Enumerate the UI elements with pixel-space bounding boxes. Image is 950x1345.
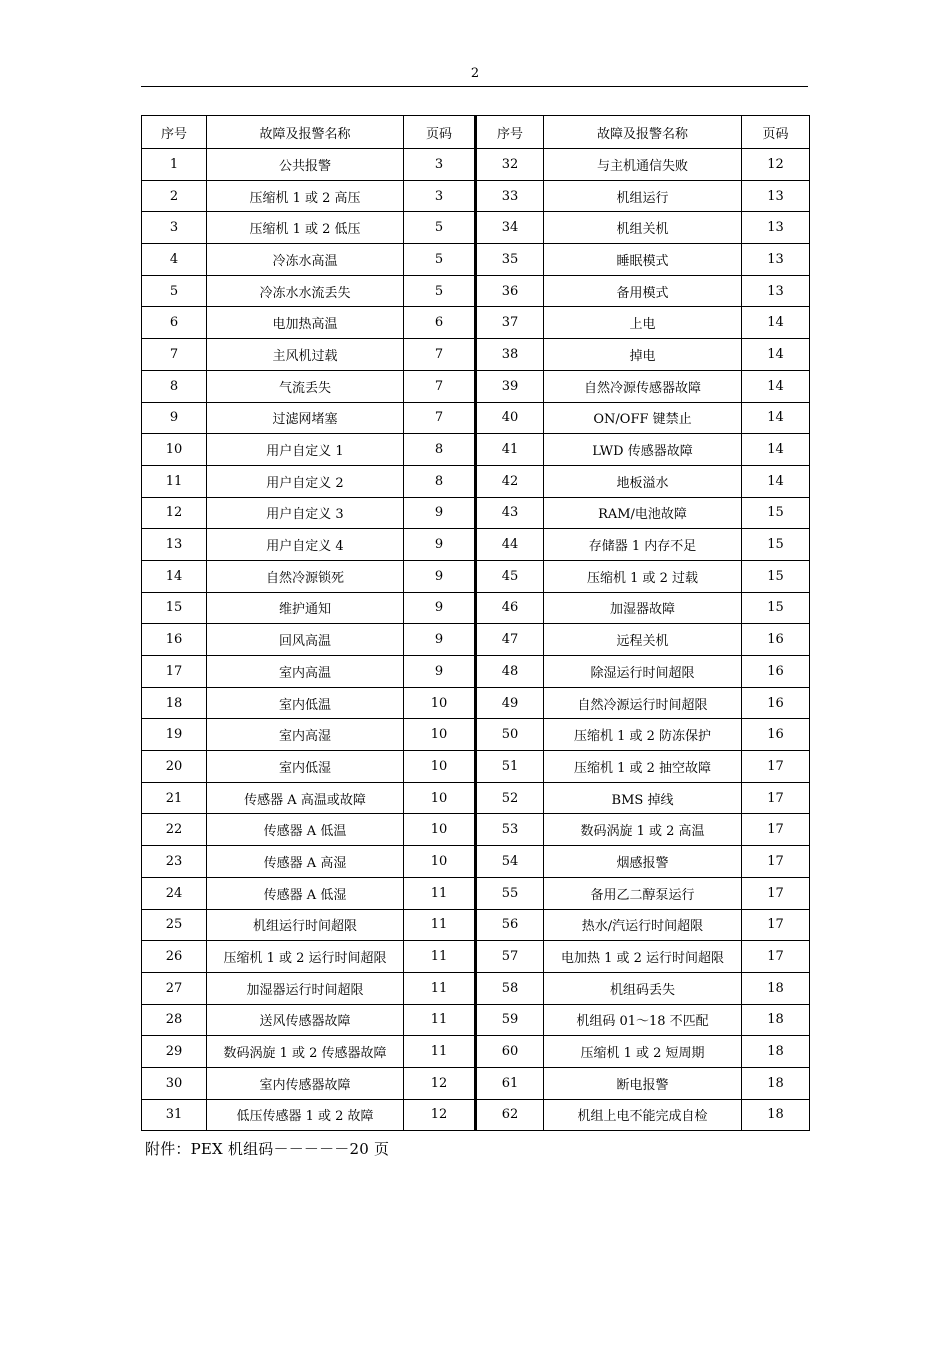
cell-seq: 32 xyxy=(476,149,544,181)
cell-name: ON/OFF 键禁止 xyxy=(544,402,742,434)
cell-page: 8 xyxy=(404,465,476,497)
cell-seq: 12 xyxy=(142,497,207,529)
cell-page: 11 xyxy=(404,1004,476,1036)
table-row xyxy=(142,275,810,307)
alarm-index-table xyxy=(141,115,810,1131)
cell-name: 压缩机 1 或 2 防冻保护 xyxy=(544,719,742,751)
cell-page: 17 xyxy=(742,782,810,814)
cell-seq: 52 xyxy=(476,782,544,814)
cell-name: 加湿器运行时间超限 xyxy=(207,972,404,1004)
cell-name: LWD 传感器故障 xyxy=(544,434,742,466)
cell-page: 10 xyxy=(404,687,476,719)
header-rule xyxy=(141,86,808,87)
cell-name: 用户自定义 2 xyxy=(207,465,404,497)
cell-page: 18 xyxy=(742,1036,810,1068)
cell-name: 电加热 1 或 2 运行时间超限 xyxy=(544,941,742,973)
cell-page: 13 xyxy=(742,180,810,212)
cell-seq: 9 xyxy=(142,402,207,434)
cell-seq: 56 xyxy=(476,909,544,941)
cell-seq: 54 xyxy=(476,846,544,878)
cell-seq: 34 xyxy=(476,212,544,244)
cell-name: 主风机过载 xyxy=(207,339,404,371)
cell-name: 机组运行 xyxy=(544,180,742,212)
cell-name: 低压传感器 1 或 2 故障 xyxy=(207,1099,404,1131)
table-row xyxy=(142,719,810,751)
cell-page: 14 xyxy=(742,370,810,402)
cell-seq: 30 xyxy=(142,1067,207,1099)
cell-name: 冷冻水高温 xyxy=(207,244,404,276)
cell-name: 数码涡旋 1 或 2 传感器故障 xyxy=(207,1036,404,1068)
cell-seq: 42 xyxy=(476,465,544,497)
cell-seq: 4 xyxy=(142,244,207,276)
cell-name: 睡眠模式 xyxy=(544,244,742,276)
table-row xyxy=(142,212,810,244)
cell-page: 10 xyxy=(404,719,476,751)
cell-name: 回风高温 xyxy=(207,624,404,656)
cell-name: RAM/电池故障 xyxy=(544,497,742,529)
cell-page: 11 xyxy=(404,972,476,1004)
cell-name: 断电报警 xyxy=(544,1067,742,1099)
cell-page: 16 xyxy=(742,656,810,688)
cell-seq: 19 xyxy=(142,719,207,751)
table-row xyxy=(142,465,810,497)
table-row xyxy=(142,1004,810,1036)
cell-page: 10 xyxy=(404,751,476,783)
cell-page: 13 xyxy=(742,244,810,276)
cell-seq: 47 xyxy=(476,624,544,656)
cell-seq: 8 xyxy=(142,370,207,402)
cell-seq: 5 xyxy=(142,275,207,307)
table-row xyxy=(142,751,810,783)
column-header-seq: 序号 xyxy=(142,116,207,149)
column-header-name: 故障及报警名称 xyxy=(207,116,404,149)
cell-page: 5 xyxy=(404,275,476,307)
cell-seq: 1 xyxy=(142,149,207,181)
cell-page: 11 xyxy=(404,1036,476,1068)
table-row xyxy=(142,497,810,529)
cell-seq: 55 xyxy=(476,877,544,909)
cell-page: 6 xyxy=(404,307,476,339)
cell-seq: 22 xyxy=(142,814,207,846)
cell-name: 公共报警 xyxy=(207,149,404,181)
cell-name: 机组关机 xyxy=(544,212,742,244)
cell-name: 气流丢失 xyxy=(207,370,404,402)
table-row xyxy=(142,402,810,434)
cell-seq: 3 xyxy=(142,212,207,244)
cell-page: 14 xyxy=(742,465,810,497)
cell-name: 压缩机 1 或 2 抽空故障 xyxy=(544,751,742,783)
cell-name: 用户自定义 1 xyxy=(207,434,404,466)
table-row xyxy=(142,687,810,719)
cell-name: 过滤网堵塞 xyxy=(207,402,404,434)
cell-name: 除湿运行时间超限 xyxy=(544,656,742,688)
cell-seq: 38 xyxy=(476,339,544,371)
cell-name: 传感器 A 低温 xyxy=(207,814,404,846)
cell-page: 15 xyxy=(742,592,810,624)
cell-page: 15 xyxy=(742,497,810,529)
cell-page: 8 xyxy=(404,434,476,466)
cell-seq: 25 xyxy=(142,909,207,941)
table-row xyxy=(142,560,810,592)
cell-seq: 40 xyxy=(476,402,544,434)
cell-seq: 23 xyxy=(142,846,207,878)
cell-seq: 18 xyxy=(142,687,207,719)
cell-seq: 53 xyxy=(476,814,544,846)
cell-page: 17 xyxy=(742,877,810,909)
cell-page: 13 xyxy=(742,275,810,307)
cell-name: 自然冷源锁死 xyxy=(207,560,404,592)
cell-seq: 17 xyxy=(142,656,207,688)
cell-name: 备用乙二醇泵运行 xyxy=(544,877,742,909)
cell-seq: 43 xyxy=(476,497,544,529)
table-row xyxy=(142,1067,810,1099)
cell-page: 10 xyxy=(404,782,476,814)
cell-name: 用户自定义 4 xyxy=(207,529,404,561)
table-row xyxy=(142,592,810,624)
cell-page: 9 xyxy=(404,560,476,592)
cell-name: 室内低湿 xyxy=(207,751,404,783)
cell-name: 室内低温 xyxy=(207,687,404,719)
cell-seq: 37 xyxy=(476,307,544,339)
column-header-name: 故障及报警名称 xyxy=(544,116,742,149)
cell-seq: 36 xyxy=(476,275,544,307)
cell-name: 传感器 A 高湿 xyxy=(207,846,404,878)
cell-seq: 50 xyxy=(476,719,544,751)
cell-name: 压缩机 1 或 2 高压 xyxy=(207,180,404,212)
cell-seq: 61 xyxy=(476,1067,544,1099)
cell-page: 12 xyxy=(404,1067,476,1099)
cell-seq: 48 xyxy=(476,656,544,688)
cell-page: 16 xyxy=(742,687,810,719)
cell-name: 机组码丢失 xyxy=(544,972,742,1004)
cell-page: 17 xyxy=(742,846,810,878)
cell-page: 18 xyxy=(742,1067,810,1099)
cell-name: 送风传感器故障 xyxy=(207,1004,404,1036)
cell-seq: 26 xyxy=(142,941,207,973)
table-row xyxy=(142,339,810,371)
cell-page: 17 xyxy=(742,909,810,941)
cell-page: 18 xyxy=(742,1004,810,1036)
cell-name: 用户自定义 3 xyxy=(207,497,404,529)
cell-seq: 58 xyxy=(476,972,544,1004)
table-row xyxy=(142,814,810,846)
cell-seq: 13 xyxy=(142,529,207,561)
cell-name: 压缩机 1 或 2 过载 xyxy=(544,560,742,592)
cell-page: 17 xyxy=(742,941,810,973)
cell-page: 9 xyxy=(404,592,476,624)
cell-seq: 14 xyxy=(142,560,207,592)
cell-name: 加湿器故障 xyxy=(544,592,742,624)
cell-seq: 24 xyxy=(142,877,207,909)
column-header-page: 页码 xyxy=(742,116,810,149)
cell-seq: 11 xyxy=(142,465,207,497)
cell-page: 16 xyxy=(742,719,810,751)
cell-seq: 15 xyxy=(142,592,207,624)
cell-page: 15 xyxy=(742,560,810,592)
cell-name: 机组码 01～18 不匹配 xyxy=(544,1004,742,1036)
table-row xyxy=(142,782,810,814)
cell-name: 地板溢水 xyxy=(544,465,742,497)
cell-page: 5 xyxy=(404,212,476,244)
cell-name: 室内高温 xyxy=(207,656,404,688)
table-row xyxy=(142,624,810,656)
cell-page: 9 xyxy=(404,497,476,529)
cell-page: 7 xyxy=(404,370,476,402)
cell-seq: 62 xyxy=(476,1099,544,1131)
cell-page: 13 xyxy=(742,212,810,244)
cell-name: 电加热高温 xyxy=(207,307,404,339)
cell-page: 9 xyxy=(404,529,476,561)
cell-page: 14 xyxy=(742,307,810,339)
table-row xyxy=(142,434,810,466)
cell-seq: 39 xyxy=(476,370,544,402)
cell-page: 7 xyxy=(404,339,476,371)
cell-name: 上电 xyxy=(544,307,742,339)
cell-name: 自然冷源传感器故障 xyxy=(544,370,742,402)
cell-seq: 10 xyxy=(142,434,207,466)
cell-name: 存储器 1 内存不足 xyxy=(544,529,742,561)
cell-page: 9 xyxy=(404,656,476,688)
table-row xyxy=(142,877,810,909)
table-row xyxy=(142,909,810,941)
cell-page: 3 xyxy=(404,180,476,212)
cell-name: BMS 掉线 xyxy=(544,782,742,814)
cell-seq: 49 xyxy=(476,687,544,719)
table-row xyxy=(142,180,810,212)
table-row xyxy=(142,307,810,339)
cell-page: 10 xyxy=(404,846,476,878)
cell-name: 压缩机 1 或 2 低压 xyxy=(207,212,404,244)
cell-page: 11 xyxy=(404,941,476,973)
cell-page: 9 xyxy=(404,624,476,656)
cell-seq: 35 xyxy=(476,244,544,276)
cell-seq: 51 xyxy=(476,751,544,783)
cell-name: 室内高湿 xyxy=(207,719,404,751)
cell-seq: 27 xyxy=(142,972,207,1004)
cell-seq: 31 xyxy=(142,1099,207,1131)
cell-seq: 45 xyxy=(476,560,544,592)
cell-page: 18 xyxy=(742,972,810,1004)
cell-seq: 21 xyxy=(142,782,207,814)
cell-seq: 7 xyxy=(142,339,207,371)
table-row xyxy=(142,244,810,276)
table-row xyxy=(142,972,810,1004)
cell-page: 17 xyxy=(742,814,810,846)
cell-name: 机组上电不能完成自检 xyxy=(544,1099,742,1131)
column-header-page: 页码 xyxy=(404,116,476,149)
cell-page: 17 xyxy=(742,751,810,783)
column-header-seq: 序号 xyxy=(476,116,544,149)
table-row xyxy=(142,656,810,688)
cell-seq: 28 xyxy=(142,1004,207,1036)
table-header-row xyxy=(142,116,810,149)
cell-page: 10 xyxy=(404,814,476,846)
cell-page: 14 xyxy=(742,339,810,371)
cell-seq: 20 xyxy=(142,751,207,783)
cell-seq: 16 xyxy=(142,624,207,656)
cell-name: 传感器 A 低湿 xyxy=(207,877,404,909)
cell-seq: 2 xyxy=(142,180,207,212)
table-row xyxy=(142,370,810,402)
cell-seq: 6 xyxy=(142,307,207,339)
cell-page: 14 xyxy=(742,434,810,466)
cell-name: 压缩机 1 或 2 短周期 xyxy=(544,1036,742,1068)
cell-name: 备用模式 xyxy=(544,275,742,307)
cell-page: 12 xyxy=(742,149,810,181)
page-number: 2 xyxy=(470,66,480,81)
cell-page: 5 xyxy=(404,244,476,276)
cell-name: 远程关机 xyxy=(544,624,742,656)
cell-page: 11 xyxy=(404,909,476,941)
cell-name: 掉电 xyxy=(544,339,742,371)
cell-page: 14 xyxy=(742,402,810,434)
table-row xyxy=(142,1036,810,1068)
table-row xyxy=(142,1099,810,1131)
table-row xyxy=(142,149,810,181)
cell-seq: 44 xyxy=(476,529,544,561)
cell-seq: 59 xyxy=(476,1004,544,1036)
cell-seq: 29 xyxy=(142,1036,207,1068)
table-row xyxy=(142,941,810,973)
footnote: 附件：PEX 机组码－－－－－20 页 xyxy=(145,1140,390,1158)
cell-page: 11 xyxy=(404,877,476,909)
cell-page: 15 xyxy=(742,529,810,561)
cell-name: 数码涡旋 1 或 2 高温 xyxy=(544,814,742,846)
cell-seq: 57 xyxy=(476,941,544,973)
cell-name: 烟感报警 xyxy=(544,846,742,878)
cell-seq: 46 xyxy=(476,592,544,624)
cell-name: 维护通知 xyxy=(207,592,404,624)
cell-seq: 41 xyxy=(476,434,544,466)
cell-name: 室内传感器故障 xyxy=(207,1067,404,1099)
cell-name: 传感器 A 高温或故障 xyxy=(207,782,404,814)
cell-page: 18 xyxy=(742,1099,810,1131)
table-body xyxy=(142,149,810,1131)
cell-page: 16 xyxy=(742,624,810,656)
cell-name: 冷冻水水流丢失 xyxy=(207,275,404,307)
cell-seq: 60 xyxy=(476,1036,544,1068)
cell-name: 自然冷源运行时间超限 xyxy=(544,687,742,719)
cell-name: 热水/汽运行时间超限 xyxy=(544,909,742,941)
cell-page: 7 xyxy=(404,402,476,434)
cell-name: 与主机通信失败 xyxy=(544,149,742,181)
table-row xyxy=(142,846,810,878)
cell-page: 3 xyxy=(404,149,476,181)
table-row xyxy=(142,529,810,561)
cell-seq: 33 xyxy=(476,180,544,212)
cell-name: 机组运行时间超限 xyxy=(207,909,404,941)
cell-name: 压缩机 1 或 2 运行时间超限 xyxy=(207,941,404,973)
cell-page: 12 xyxy=(404,1099,476,1131)
